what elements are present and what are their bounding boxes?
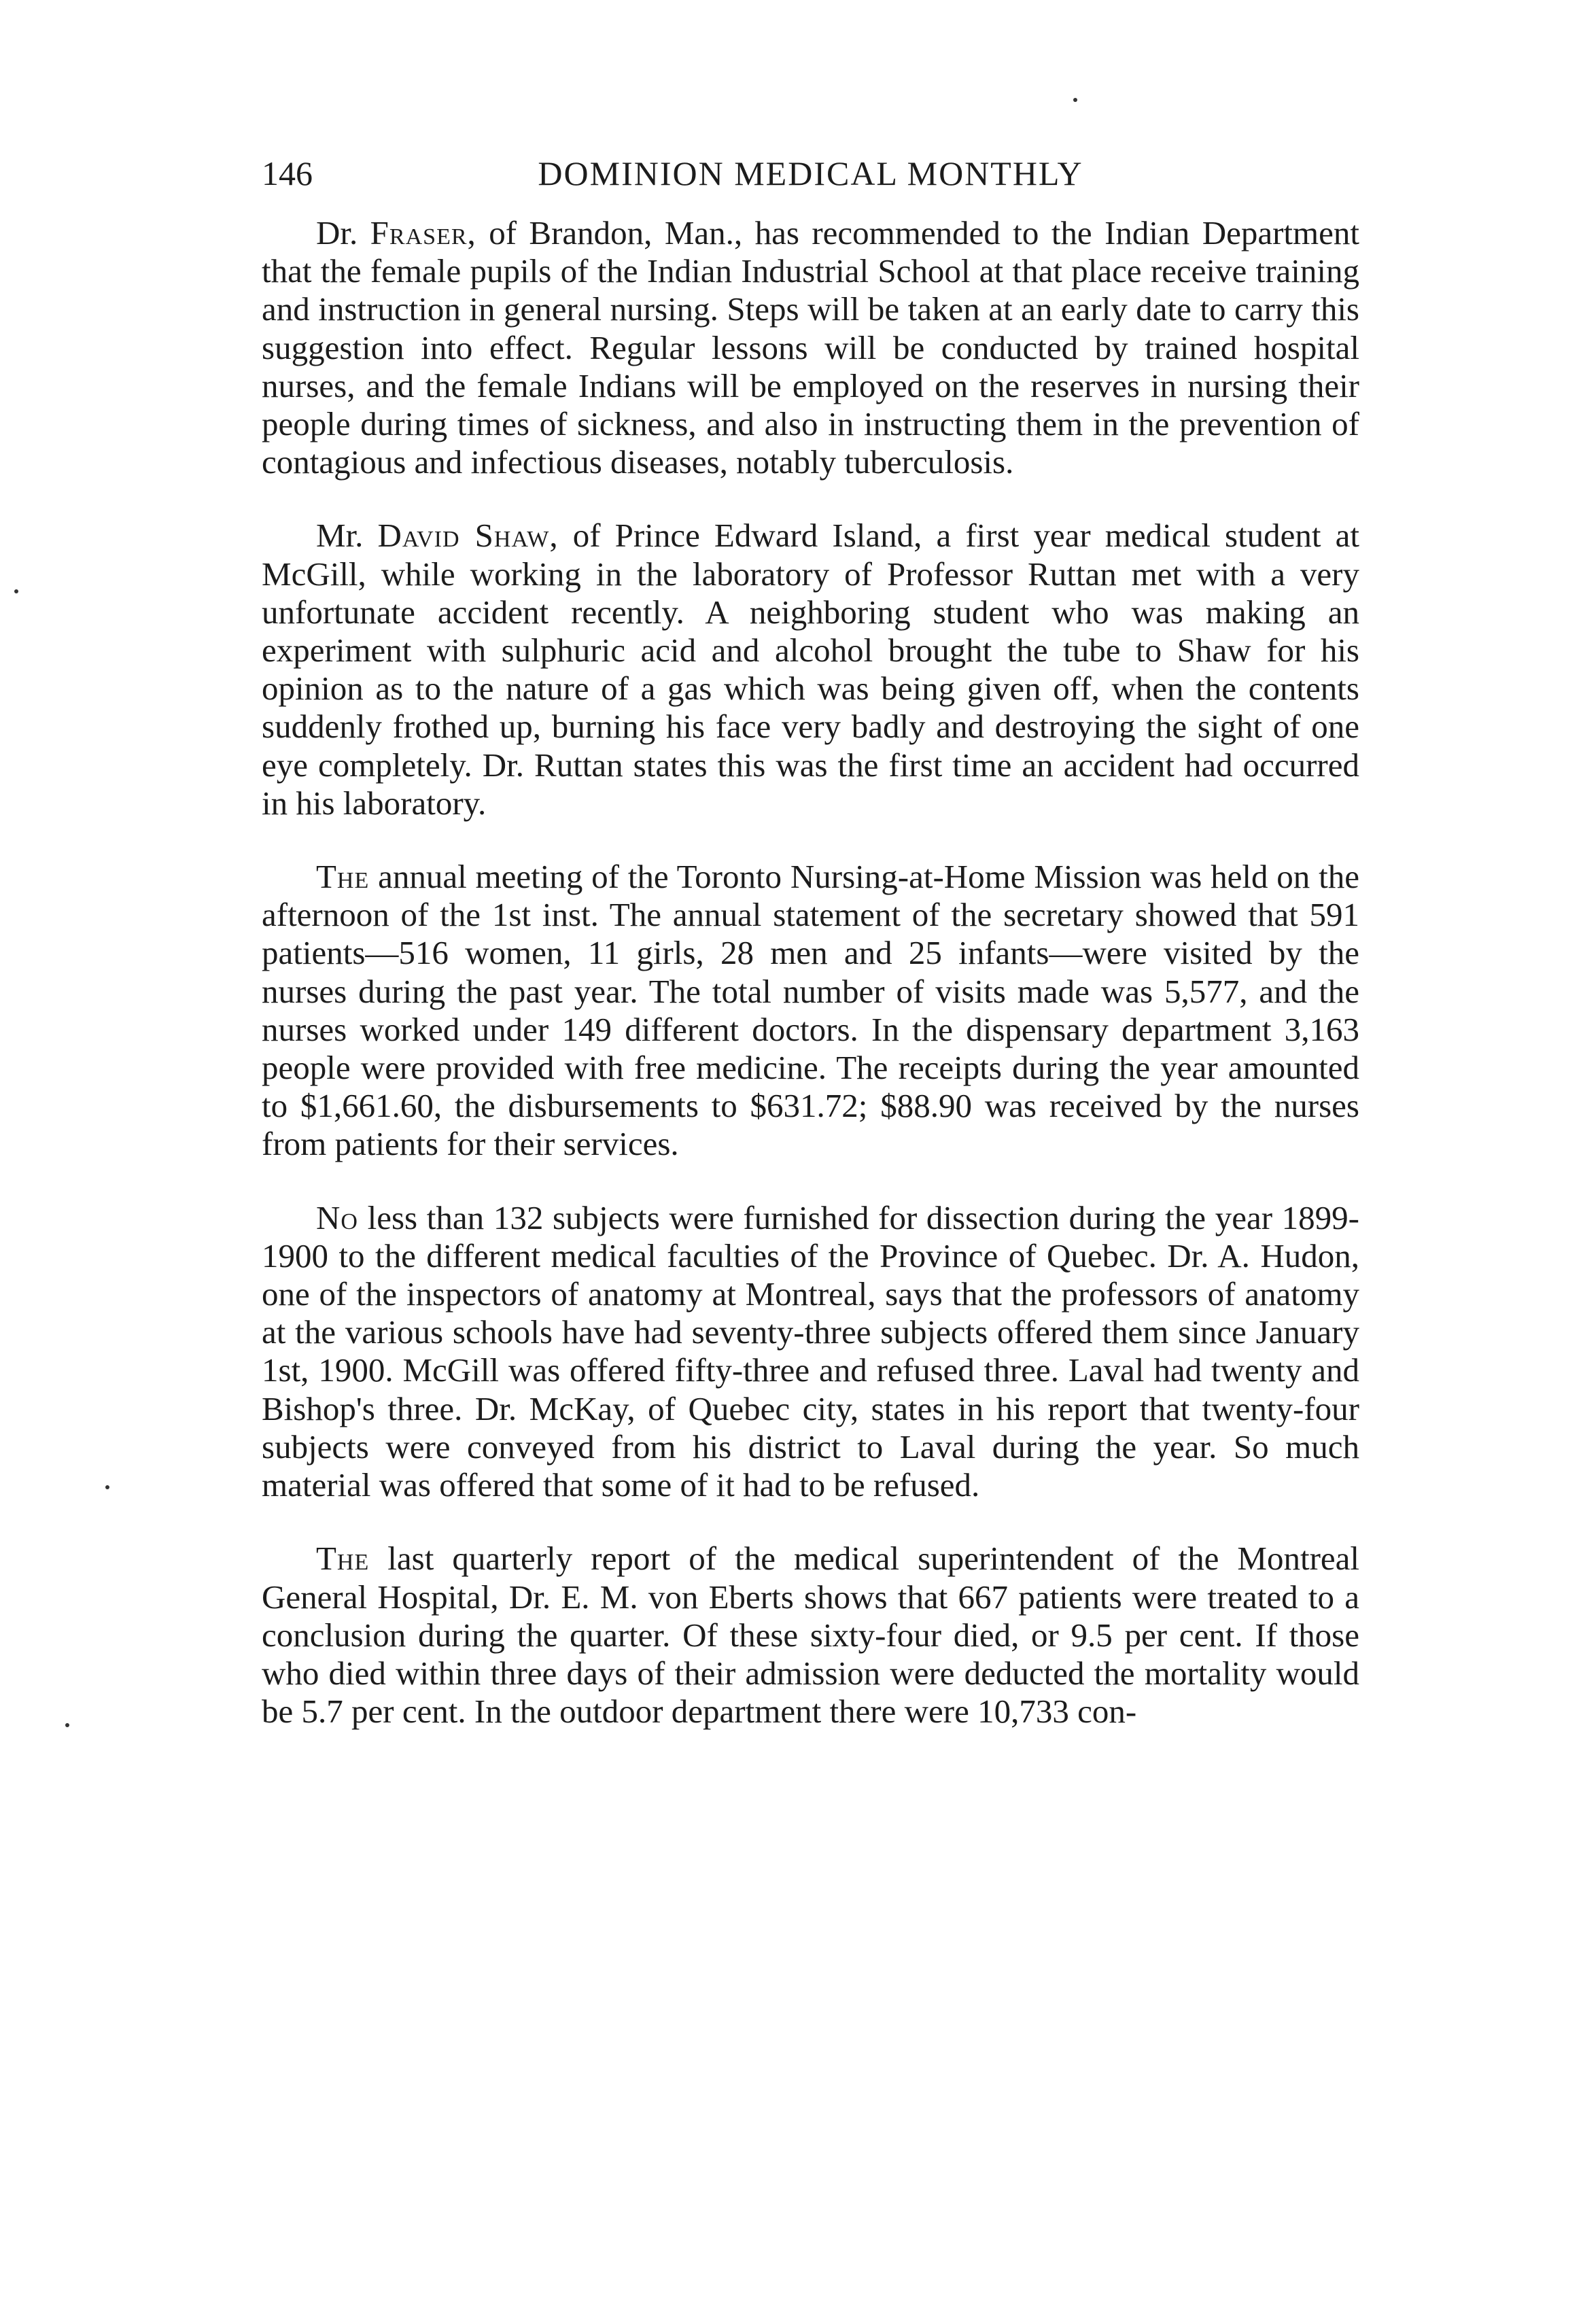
paragraph-shaw (262, 517, 1359, 822)
scan-speck (14, 589, 18, 593)
page-header (262, 146, 1359, 201)
paragraph-lead: Fraser, (370, 214, 476, 252)
paragraph-nursing-mission (262, 858, 1359, 1164)
scan-speck (105, 1485, 109, 1489)
paragraph-lead: The (316, 858, 370, 896)
running-title: DOMINION MEDICAL MONTHLY (538, 154, 1083, 192)
paragraph-text: less than 132 subjects were furnished for dissection during the year 1899-1900 to the different medical faculties of the Province of Quebec. Dr. A. Hudon, one of the inspectors of anatomy at Montreal, says that the professors of anatomy at the various schools have had seventy-three subjects offered them since January 1st, 1900. McGill was offered fifty-three and refused three. Laval had twenty and Bishop's three. Dr. McKay, of Quebec city, states in his report that twenty-four subjects were conveyed from his district to Laval during the year. So much material was offered that some of it had to be refused. (262, 1198, 1359, 1504)
paragraph-dissection (262, 1199, 1359, 1505)
paragraph-lead: David Shaw, (377, 517, 559, 555)
paragraph-text: last quarterly report of the medical superintendent of the Montreal General Hospital, Dr. E. M. von Eberts shows that 667 patients were treated to a conclusion during the quarter. Of these sixty-four died, or 9.5 per cent. If those who died within three days of their admission were deducted the mortality would be 5.7 per cent. In the outdoor department there were 10,733 con- (262, 1540, 1359, 1731)
paragraph-lead: The (316, 1540, 370, 1578)
paragraph-montreal-general (262, 1540, 1359, 1731)
document-page (262, 146, 1359, 1766)
paragraph-text: of Brandon, Man., has recommended to the Indian Department that the female pupils of the Indian Industrial School at that place receive training and instruction in general nursing. Steps will be taken at an early date to carry this suggestion into effect. Regular lessons will be conducted by trained hospital nurses, and the female Indians will be employed on the reserves in nursing their people during times of sickness, and also in instructing them in the prevention of contagious and infectious diseases, notably tuberculosis. (262, 214, 1359, 481)
scan-speck (1073, 98, 1077, 102)
paragraph-prefix: Dr. (316, 214, 370, 252)
paragraph-text: of Prince Edward Island, a first year medical student at McGill, while working in the laboratory of Professor Ruttan met with a very unfortunate accident recently. A neighboring student who was making an experiment with sulphuric acid and alcohol brought the tube to Shaw for his opinion as to the nature of a gas which was being given off, when the contents suddenly frothed up, burning his face very badly and destroying the sight of one eye completely. Dr. Ruttan states this was the first time an accident had occurred in his laboratory. (262, 517, 1360, 822)
paragraph-fraser (262, 214, 1359, 481)
page-number: 146 (262, 154, 313, 192)
paragraph-lead: No (316, 1198, 358, 1236)
scan-speck (65, 1723, 69, 1727)
paragraph-text: annual meeting of the Toronto Nursing-at-Home Mission was held on the afternoon of the 1st inst. The annual statement of the secretary showed that 591 patients—516 women, 11 girls, 28 men and 25 infants—were visited by the nurses during the past year. The total number of visits made was 5,577, and the nurses worked under 149 different doctors. In the dispensary department 3,163 people were provided with free medicine. The receipts during the year amounted to $1,661.60, the disbursements to $631.72; $88.90 was received by the nurses from patients for their services. (262, 858, 1359, 1163)
paragraph-prefix: Mr. (316, 517, 378, 555)
